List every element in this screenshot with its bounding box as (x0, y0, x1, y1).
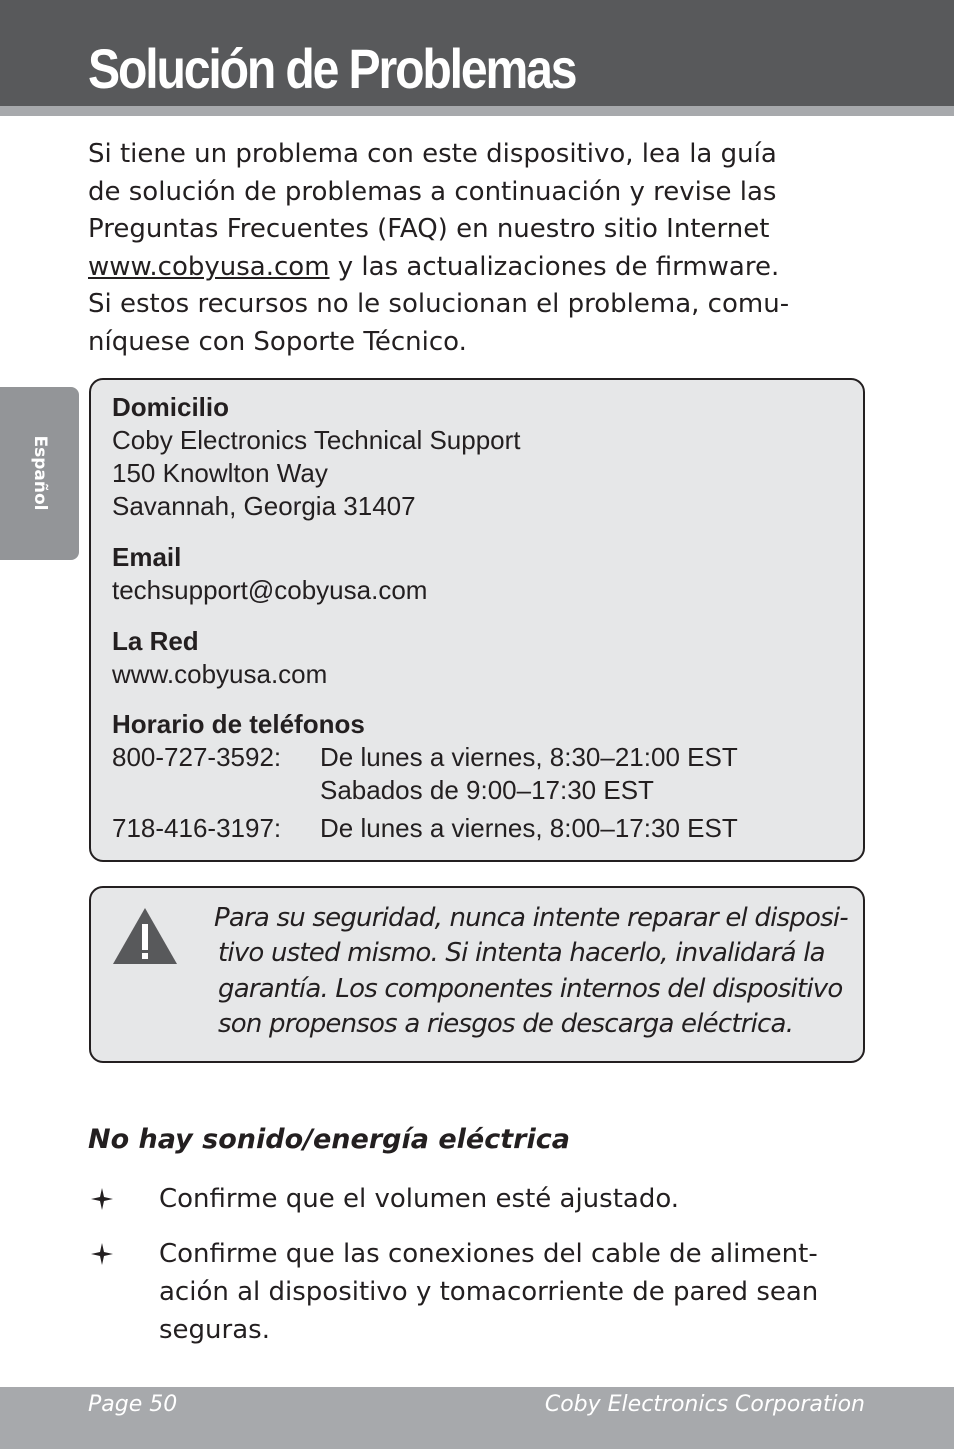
web-heading: La Red (112, 626, 199, 656)
warning-line: Para su seguridad, nunca intente reparar el disposi- (214, 903, 848, 933)
address-heading: Domicilio (112, 392, 230, 422)
header-strip (0, 106, 954, 116)
warning-triangle-icon (111, 906, 179, 966)
website-link[interactable]: www.cobyusa.com (88, 251, 330, 282)
intro-line: Si estos recursos no le solucionan el problema, comu- (88, 289, 790, 320)
phone-number: 718-416-3197: (112, 813, 282, 843)
address-line: Coby Electronics Technical Support (112, 425, 521, 455)
address-line: Savannah, Georgia 31407 (112, 491, 416, 521)
intro-line-rest: y las actualizaciones de firmware. (329, 251, 780, 282)
four-point-star-icon (90, 1242, 114, 1266)
bullet-line: seguras. (159, 1315, 270, 1345)
email-address: techsupport@cobyusa.com (112, 575, 428, 605)
phone-number: 800-727-3592: (112, 742, 282, 772)
language-tab-label: Español (30, 435, 50, 511)
page-number: Page 50 (88, 1392, 178, 1417)
bullet-item (159, 1235, 849, 1349)
address-line: 150 Knowlton Way (112, 458, 328, 488)
warning-line: tivo usted mismo. Si intenta hacerlo, invalidará la (218, 938, 825, 968)
bullet-line: ación al dispositivo y tomacorriente de pared sean (159, 1277, 819, 1307)
bullet-line: Confirme que las conexiones del cable de aliment- (159, 1239, 818, 1269)
intro-line: Si tiene un problema con este dispositivo, lea la guía (88, 139, 777, 169)
hours-heading: Horario de teléfonos (112, 709, 365, 739)
intro-line: de solución de problemas a continuación y revise las (88, 176, 777, 207)
intro-line (88, 249, 848, 287)
bullet-item (159, 1180, 849, 1218)
company-name: Coby Electronics Corporation (544, 1392, 865, 1417)
phone-hours: Sabados de 9:00–17:30 EST (320, 775, 654, 805)
warning-line: son propensos a riesgos de descarga eléctrica. (218, 1009, 794, 1039)
intro-line: níquese con Soporte Técnico. (88, 326, 467, 357)
four-point-star-icon (90, 1187, 114, 1211)
page-title: Solución de Problemas (88, 37, 576, 100)
intro-paragraph (88, 136, 848, 362)
intro-line: Preguntas Frecuentes (FAQ) en nuestro sitio Internet (88, 214, 770, 245)
web-address: www.cobyusa.com (112, 659, 328, 689)
warning-line: garantía. Los componentes internos del dispositivo (218, 974, 843, 1004)
phone-hours: De lunes a viernes, 8:00–17:30 EST (320, 813, 738, 843)
phone-hours: De lunes a viernes, 8:30–21:00 EST (320, 742, 738, 772)
email-heading: Email (112, 542, 182, 572)
section-heading: No hay sonido/energía eléctrica (88, 1124, 570, 1155)
bullet-line: Confirme que el volumen esté ajustado. (159, 1184, 680, 1214)
